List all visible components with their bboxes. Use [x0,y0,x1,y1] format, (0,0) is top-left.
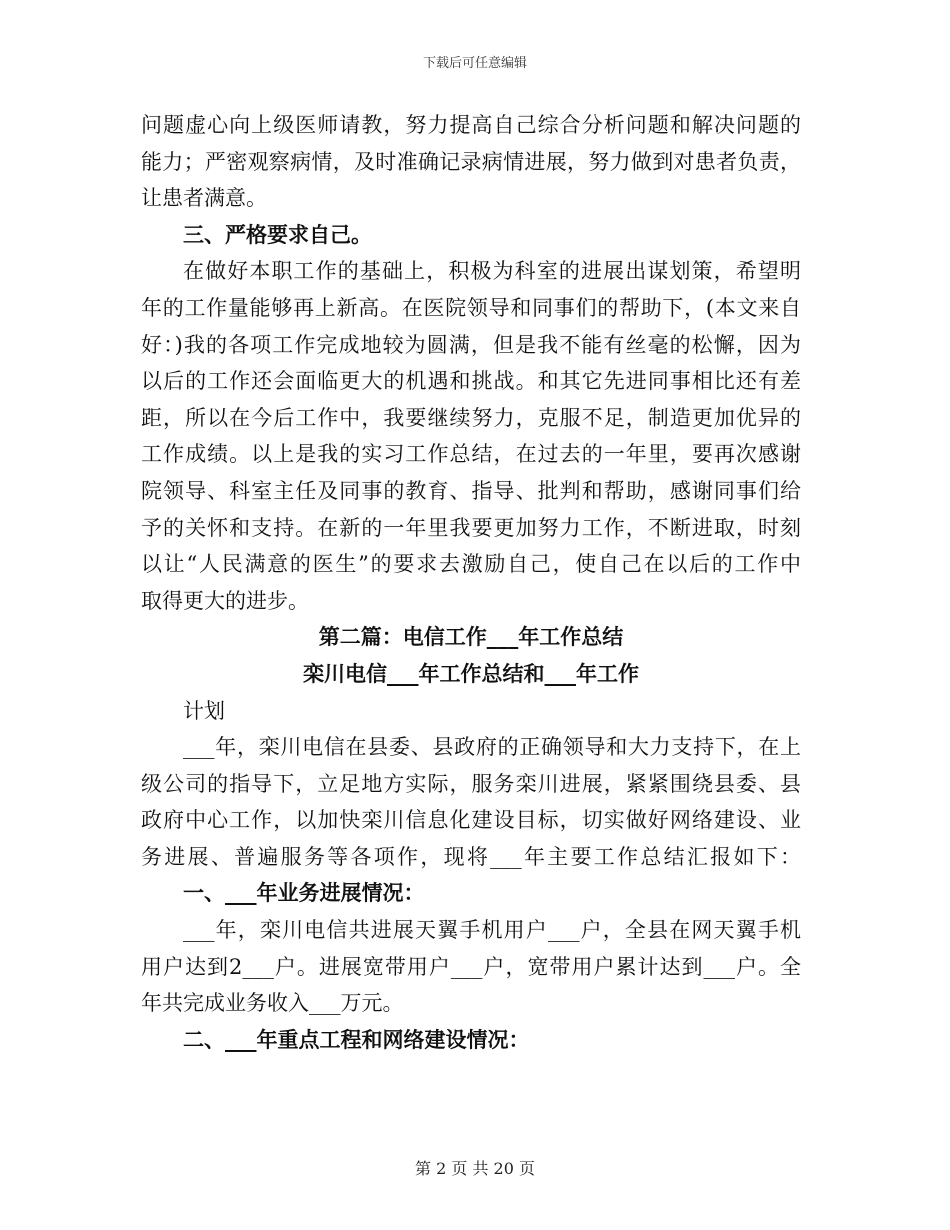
paragraph-line: 院领导、科室主任及同事的教育、指导、批判和帮助，感谢同事们给 [141,478,801,503]
paragraph-line: 以让“人民满意的医生”的要求去激励自己，使自己在以后的工作中 [141,552,801,577]
paragraph-line: 计划 [183,698,225,723]
paragraph-line: 年共完成业务收入___万元。 [141,991,404,1016]
section-heading: 二、___年重点工程和网络建设情况： [183,1026,530,1052]
paragraph-line: 以后的工作还会面临更大的机遇和挑战。和其它先进同事相比还有差 [141,369,801,394]
paragraph-line: 级公司的指导下，立足地方实际，服务栾川进展，紧紧围绕县委、县 [141,771,801,796]
section-heading: 一、___年业务进展情况： [183,880,425,906]
page-header: 下载后可任意编辑 [422,56,527,71]
paragraph-line: 好：)我的各项工作完成地较为圆满，但是我不能有丝毫的松懈，因为 [141,332,801,357]
paragraph-line: ___年，栾川电信共进展天翼手机用户___户，全县在网天翼手机 [183,918,801,943]
paragraph-line: 政府中心工作，以加快栾川信息化建设目标，切实做好网络建设、业 [141,808,801,833]
paragraph-line: 让患者满意。 [141,186,267,211]
paragraph-line: 予的关怀和支持。在新的一年里我要更加努力工作，不断进取，时刻 [141,515,801,540]
paragraph-line: 取得更大的进步。 [141,588,309,613]
paragraph-line: 务进展、普遍服务等各项作，现将___年主要工作总结汇报如下： [141,844,801,869]
paragraph-line: 用户达到2___户。进展宽带用户___户，宽带用户累计达到___户。全 [141,954,801,979]
document-title: 第二篇：电信工作___年工作总结 [318,624,624,650]
paragraph-line: 能力；严密观察病情，及时准确记录病情进展，努力做到对患者负责， [141,149,801,174]
paragraph-line: 年的工作量能够再上新高。在医院领导和同事们的帮助下，(本文来自 [141,295,801,320]
paragraph-line: 在做好本职工作的基础上，积极为科室的进展出谋划策，希望明 [183,259,801,284]
document-title: 栾川电信___年工作总结和___年工作 [303,660,639,686]
paragraph-line: ___年，栾川电信在县委、县政府的正确领导和大力支持下，在上 [183,735,801,760]
document-body [141,107,801,1058]
paragraph-line: 工作成绩。以上是我的实习工作总结，在过去的一年里，要再次感谢 [141,442,801,467]
section-heading: 三、严格要求自己。 [183,221,372,247]
page-number: 第 2 页 共 20 页 [415,1159,535,1178]
paragraph-line: 距，所以在今后工作中，我要继续努力，克服不足，制造更加优异的 [141,405,801,430]
paragraph-line: 问题虚心向上级医师请教，努力提高自己综合分析问题和解决问题的 [141,113,801,137]
